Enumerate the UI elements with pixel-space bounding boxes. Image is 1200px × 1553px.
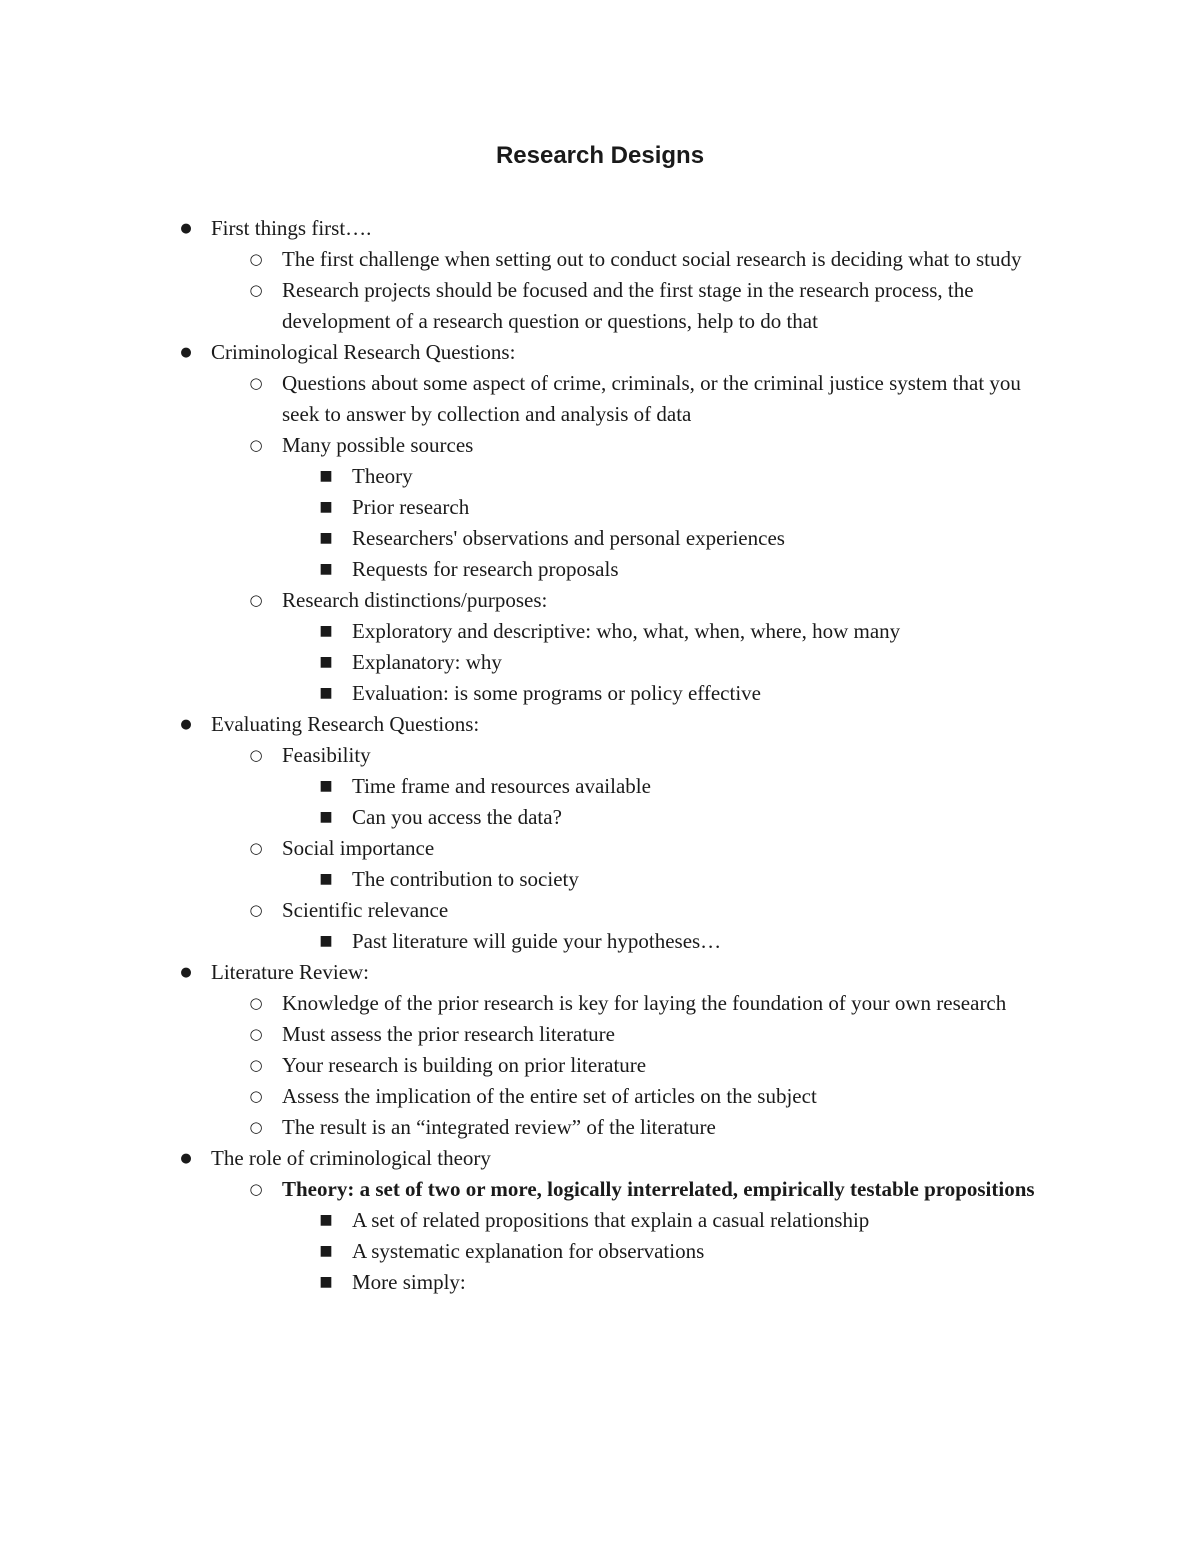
list-item	[0, 678, 1062, 709]
list-item	[0, 585, 1062, 616]
list-item-text: Questions about some aspect of crime, criminals, or the criminal justice system that you seek to answer by collection and analysis of data	[282, 371, 1021, 426]
list-item	[0, 1174, 1062, 1205]
hollow-circle-bullet-icon: ○	[249, 839, 263, 857]
filled-circle-bullet-icon: ●	[180, 221, 192, 236]
list-item	[0, 275, 1062, 337]
list-item-text: Requests for research proposals	[352, 557, 619, 581]
square-bullet-icon: ■	[319, 685, 333, 701]
list-item-text: The first challenge when setting out to conduct social research is deciding what to study	[282, 247, 1022, 271]
list-item-text: The role of criminological theory	[211, 1146, 491, 1170]
list-item	[0, 1143, 1061, 1174]
hollow-circle-bullet-icon: ○	[249, 250, 263, 268]
filled-circle-bullet-icon: ●	[180, 345, 192, 360]
list-item-text: Literature Review:	[211, 960, 370, 984]
hollow-circle-bullet-icon: ○	[249, 436, 263, 454]
hollow-circle-bullet-icon: ○	[249, 1087, 263, 1105]
list-item	[0, 833, 1062, 864]
list-item	[0, 1267, 1062, 1298]
list-item-text: Past literature will guide your hypotheses…	[352, 929, 722, 953]
list-item-text: Knowledge of the prior research is key for laying the foundation of your own research	[282, 991, 1007, 1015]
list-item-text: The contribution to society	[352, 867, 579, 891]
list-item	[0, 802, 1062, 833]
list-item-text: Prior research	[352, 495, 470, 519]
list-item-text: Feasibility	[282, 743, 371, 767]
square-bullet-icon: ■	[319, 871, 333, 887]
square-bullet-icon: ■	[319, 561, 333, 577]
list-item	[0, 709, 1061, 740]
list-item	[0, 1236, 1062, 1267]
list-item	[0, 647, 1062, 678]
filled-circle-bullet-icon: ●	[180, 717, 192, 732]
list-item	[0, 771, 1062, 802]
page-title: Research Designs	[495, 142, 705, 169]
list-item-text: Research projects should be focused and the first stage in the research process, the development of a research question or questions, help to do that	[282, 278, 974, 333]
list-item-text: A set of related propositions that explain a casual relationship	[352, 1208, 870, 1232]
list-item-text: Must assess the prior research literature	[282, 1022, 615, 1046]
list-item-text: Evaluating Research Questions:	[211, 712, 480, 736]
list-item-text: Assess the implication of the entire set of articles on the subject	[282, 1084, 817, 1108]
list-item-text: Theory	[352, 464, 413, 488]
list-item-text: Criminological Research Questions:	[211, 340, 516, 364]
list-item	[0, 213, 1061, 244]
list-item	[0, 740, 1062, 771]
list-item	[0, 1112, 1062, 1143]
list-item	[0, 461, 1062, 492]
hollow-circle-bullet-icon: ○	[249, 746, 263, 764]
list-item-text: A systematic explanation for observations	[352, 1239, 705, 1263]
square-bullet-icon: ■	[319, 933, 333, 949]
list-item	[0, 1081, 1062, 1112]
hollow-circle-bullet-icon: ○	[249, 1180, 263, 1198]
outline-list	[0, 213, 1200, 1298]
list-item	[0, 988, 1062, 1019]
square-bullet-icon: ■	[319, 1243, 333, 1259]
square-bullet-icon: ■	[319, 530, 333, 546]
list-item	[0, 895, 1062, 926]
filled-circle-bullet-icon: ●	[180, 1151, 192, 1166]
list-item	[0, 554, 1062, 585]
list-item-text: Evaluation: is some programs or policy effective	[352, 681, 761, 705]
list-item-text: The result is an “integrated review” of the literature	[282, 1115, 716, 1139]
square-bullet-icon: ■	[319, 778, 333, 794]
list-item	[0, 616, 1062, 647]
hollow-circle-bullet-icon: ○	[249, 1118, 263, 1136]
hollow-circle-bullet-icon: ○	[249, 1056, 263, 1074]
list-item-text: Researchers' observations and personal experiences	[352, 526, 785, 550]
hollow-circle-bullet-icon: ○	[249, 591, 263, 609]
hollow-circle-bullet-icon: ○	[249, 994, 263, 1012]
list-item	[0, 1050, 1062, 1081]
hollow-circle-bullet-icon: ○	[249, 901, 263, 919]
list-item	[0, 523, 1062, 554]
list-item-text: Your research is building on prior literature	[282, 1053, 647, 1077]
square-bullet-icon: ■	[319, 1212, 333, 1228]
square-bullet-icon: ■	[319, 499, 333, 515]
list-item-text: Research distinctions/purposes:	[282, 588, 548, 612]
list-item-text: Can you access the data?	[352, 805, 562, 829]
list-item	[0, 430, 1062, 461]
list-item-text: First things first….	[211, 216, 372, 240]
list-item	[0, 1019, 1062, 1050]
list-item-text: Many possible sources	[282, 433, 474, 457]
list-item-text: Time frame and resources available	[352, 774, 651, 798]
list-item	[0, 492, 1062, 523]
filled-circle-bullet-icon: ●	[180, 965, 192, 980]
square-bullet-icon: ■	[319, 468, 333, 484]
list-item-text: Social importance	[282, 836, 435, 860]
hollow-circle-bullet-icon: ○	[249, 1025, 263, 1043]
hollow-circle-bullet-icon: ○	[249, 374, 263, 392]
list-item-text: Explanatory: why	[352, 650, 502, 674]
square-bullet-icon: ■	[319, 654, 333, 670]
list-item-text: More simply:	[352, 1270, 466, 1294]
square-bullet-icon: ■	[319, 1274, 333, 1290]
list-item	[0, 1205, 1062, 1236]
list-item-text: Exploratory and descriptive: who, what, when, where, how many	[352, 619, 901, 643]
list-item	[0, 957, 1061, 988]
list-item-text: Scientific relevance	[282, 898, 449, 922]
list-item	[0, 337, 1061, 368]
list-item	[0, 368, 1062, 430]
list-item	[0, 926, 1062, 957]
hollow-circle-bullet-icon: ○	[249, 281, 263, 299]
list-item	[0, 864, 1062, 895]
square-bullet-icon: ■	[319, 809, 333, 825]
theory-definition-text: Theory: a set of two or more, logically interrelated, empirically testable propositions	[282, 1177, 1035, 1201]
list-item	[0, 244, 1062, 275]
square-bullet-icon: ■	[319, 623, 333, 639]
